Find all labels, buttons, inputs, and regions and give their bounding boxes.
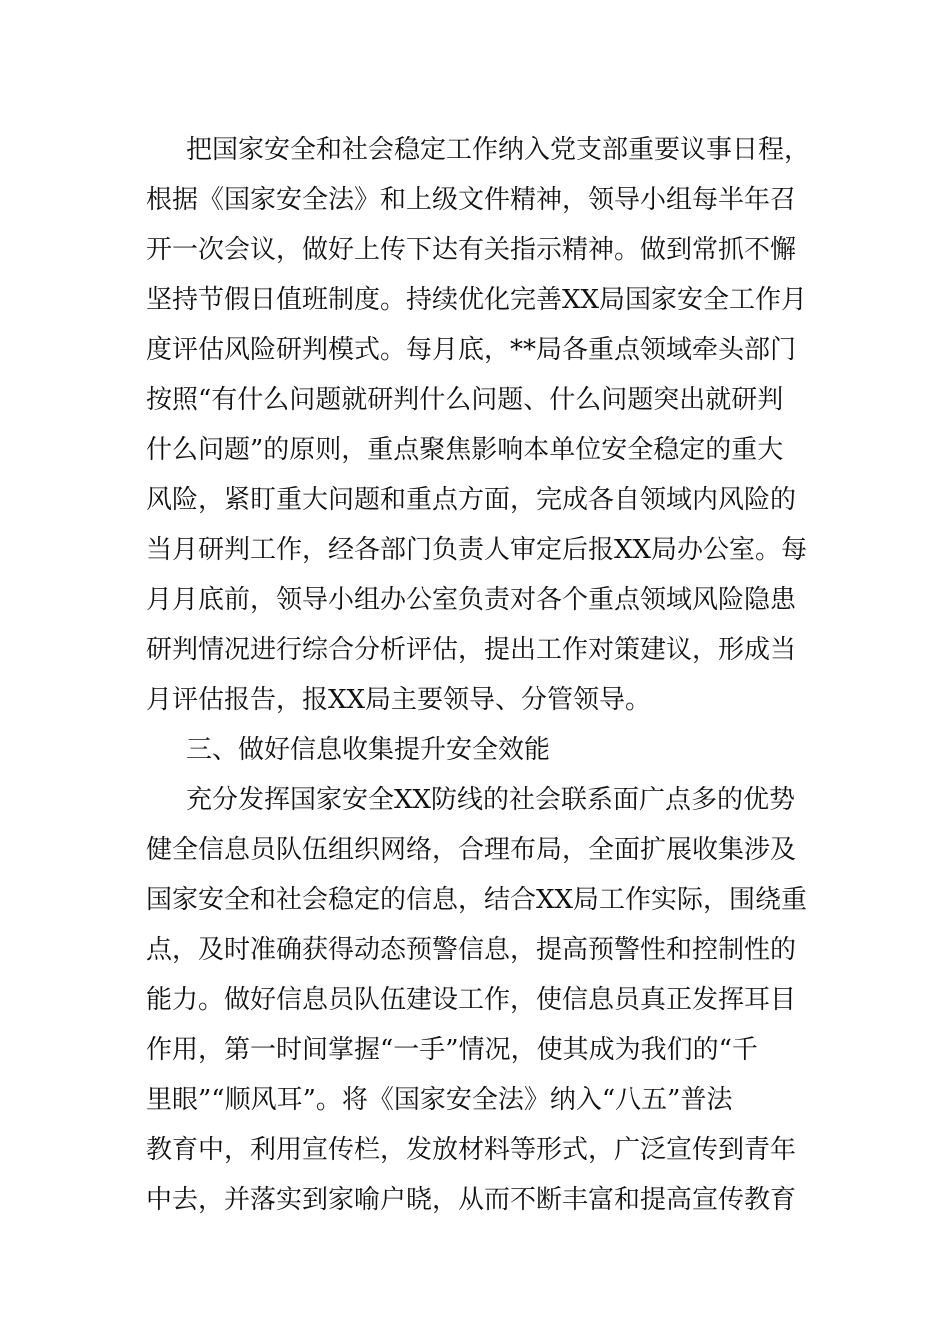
- paragraph-1-line-9: 当月研判工作，经各部门负责人审定后报XX局办公室。每: [146, 535, 808, 565]
- paragraph-2-line-9: 中去，并落实到家喻户晓，从而不断丰富和提高宣传教育: [146, 1185, 797, 1215]
- paragraph-2-line-5: 能力。做好信息员队伍建设工作，使信息员真正发挥耳目: [146, 985, 797, 1015]
- paragraph-2-line-3: 国家安全和社会稳定的信息，结合XX局工作实际，围绕重: [146, 885, 808, 915]
- paragraph-1-line-12: 月评估报告，报XX局主要领导、分管领导。: [146, 685, 652, 715]
- paragraph-1-line-4: 坚持节假日值班制度。持续优化完善XX局国家安全工作月: [146, 285, 808, 315]
- paragraph-2-line-2: 健全信息员队伍组织网络，合理布局，全面扩展收集涉及: [146, 835, 797, 865]
- paragraph-2-line-6: 作用，第一时间掌握“一手”情况，使其成为我们的“千: [146, 1035, 758, 1065]
- paragraph-1-line-3: 开一次会议，做好上传下达有关指示精神。做到常抓不懈: [146, 235, 797, 265]
- paragraph-1-line-10: 月月底前，领导小组办公室负责对各个重点领域风险隐患: [146, 585, 797, 615]
- section-heading: 三、做好信息收集提升安全效能: [186, 735, 551, 765]
- paragraph-1-line-5: 度评估风险研判模式。每月底，**局各重点领域牵头部门: [146, 335, 797, 365]
- paragraph-1-line-11: 研判情况进行综合分析评估，提出工作对策建议，形成当: [146, 635, 797, 665]
- paragraph-1-line-8: 风险，紧盯重大问题和重点方面，完成各自领域内风险的: [146, 485, 797, 515]
- paragraph-1-line-1: 把国家安全和社会稳定工作纳入党支部重要议事日程，: [186, 135, 811, 165]
- paragraph-2-line-1: 充分发挥国家安全XX防线的社会联系面广点多的优势: [186, 785, 796, 815]
- paragraph-2-line-7: 里眼”“顺风耳”。将《国家安全法》纳入“八五”普法: [146, 1085, 733, 1115]
- paragraph-1-line-2: 根据《国家安全法》和上级文件精神，领导小组每半年召: [146, 185, 797, 215]
- paragraph-2-line-4: 点，及时准确获得动态预警信息，提高预警性和控制性的: [146, 935, 797, 965]
- paragraph-1-line-6: 按照“有什么问题就研判什么问题、什么问题突出就研判: [146, 385, 784, 415]
- paragraph-2-line-8: 教育中，利用宣传栏，发放材料等形式，广泛宣传到青年: [146, 1135, 797, 1165]
- paragraph-1-line-7: 什么问题”的原则，重点聚焦影响本单位安全稳定的重大: [146, 435, 784, 465]
